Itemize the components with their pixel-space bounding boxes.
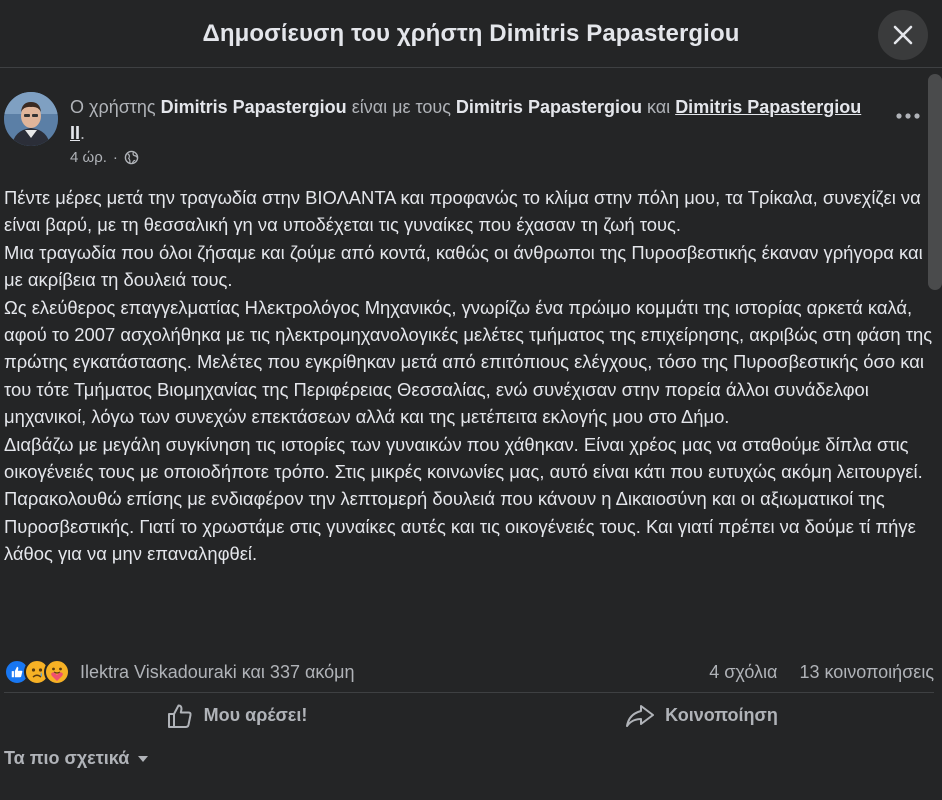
tagged-user-1-link[interactable]: Dimitris Papastergiou [455, 97, 642, 117]
post-body [4, 184, 934, 568]
reaction-icons[interactable] [4, 659, 64, 685]
post-header [4, 92, 874, 172]
author-prefix: Ο χρήστης [70, 97, 156, 117]
and-text: και [646, 97, 671, 117]
post-meta [70, 149, 139, 166]
post-dialog-header [0, 0, 942, 68]
share-arrow-icon [625, 704, 655, 728]
post-timestamp[interactable]: 4 ώρ. [70, 149, 107, 166]
reactions-row [4, 656, 934, 688]
reaction-names[interactable]: Ilektra Viskadouraki και 337 ακόμη [80, 661, 355, 682]
caret-down-icon [137, 755, 149, 763]
post-paragraph: Παρακολουθώ επίσης με ενδιαφέρον την λεπτομερή δουλειά που κάνουν η Δικαιοσύνη και οι αξιωματικοί της Πυροσβεστικής. Γιατί το χρωστάμε στις γυναίκες αυτές και τις οικογένειές τους. Και γιατί πρέπει να δούμε τί πήγε λάθος για να μην επαναληφθεί. [4, 488, 916, 565]
comments-count[interactable]: 4 σχόλια [709, 661, 778, 682]
globe-icon [124, 150, 139, 165]
thumbs-up-icon [166, 703, 194, 729]
more-options-button[interactable] [888, 104, 928, 128]
avatar-photo-icon [4, 92, 58, 146]
dialog-title: Δημοσίευση του χρήστη Dimitris Papastergiou [202, 19, 740, 47]
comment-filter-dropdown[interactable] [4, 748, 149, 769]
author-name-link[interactable]: Dimitris Papastergiou [160, 97, 347, 117]
engagement-counts [709, 662, 934, 683]
post-paragraph: Διαβάζω με μεγάλη συγκίνηση τις ιστορίες των γυναικών που χάθηκαν. Είναι χρέος μας να σταθούμε δίπλα στις οικογένειές τους με οποιοδήποτε τρόπο. Στις μικρές κοινωνίες μας, αυτό είναι κάτι που ευτυχώς ακόμη λειτουργεί. [4, 433, 923, 483]
share-button[interactable] [469, 694, 934, 738]
shares-count[interactable]: 13 κοινοποιήσεις [799, 661, 934, 682]
close-button[interactable] [878, 10, 928, 60]
post-actions [4, 692, 934, 738]
share-label: Κοινοποίηση [665, 705, 778, 725]
post-paragraph: Πέντε μέρες μετά την τραγωδία στην ΒΙΟΛΑΝΤΑ και προφανώς το κλίμα στην πόλη μου, τα Τρίκαλα, συνεχίζει να είναι βαρύ, με τη θεσσαλική γη να υποδέχεται τις γυναίκες που έχασαν τη ζωή τους. [4, 187, 921, 236]
tagged-user-2-link[interactable]: Dimitris Papastergiou II [70, 97, 862, 143]
with-text: είναι με τους [351, 97, 451, 117]
care-icon [44, 659, 70, 685]
period-text: . [80, 123, 86, 143]
post-paragraph: Μια τραγωδία που όλοι ζήσαμε και ζούμε από κοντά, καθώς οι άνθρωποι της Πυροσβεστικής έκαναν γρήγορα και με ακρίβεια τη δουλειά τους. [4, 241, 923, 291]
meta-separator: · [112, 149, 118, 166]
post-paragraph: Ως ελεύθερος επαγγελματίας Ηλεκτρολόγος Μηχανικός, γνωρίζω ένα πρώιμο κομμάτι της ιστορίας αρκετά καλά, αφού το 2007 ασχολήθηκα με τις ηλεκτρομηχανολογικές μελέτες τμήματος της επιχείρησης, ακριβώς στη φάση της πρώτης εγκατάστασης. Μελέτες που εγκρίθηκαν μετά από επιτόπιους ελέγχους, τόσο της Πυροσβεστικής όσο και του τότε Τμήματος Βιομηχανίας της Περιφέρειας Θεσσαλίας, ενώ συνέχισαν στην πορεία άλλοι συνάδελφοι μηχανικοί, λόγω των συνεχών επεκτάσεων αλλά και της μετέπειτα εκλογής μου στο Δήμο. [4, 296, 933, 428]
more-dots-icon [896, 113, 920, 119]
like-label: Μου αρέσει! [203, 705, 308, 725]
like-button[interactable] [4, 694, 469, 738]
author-line [70, 94, 870, 146]
avatar[interactable] [4, 92, 58, 146]
filter-label: Τα πιο σχετικά [4, 748, 130, 768]
close-icon [892, 24, 914, 46]
